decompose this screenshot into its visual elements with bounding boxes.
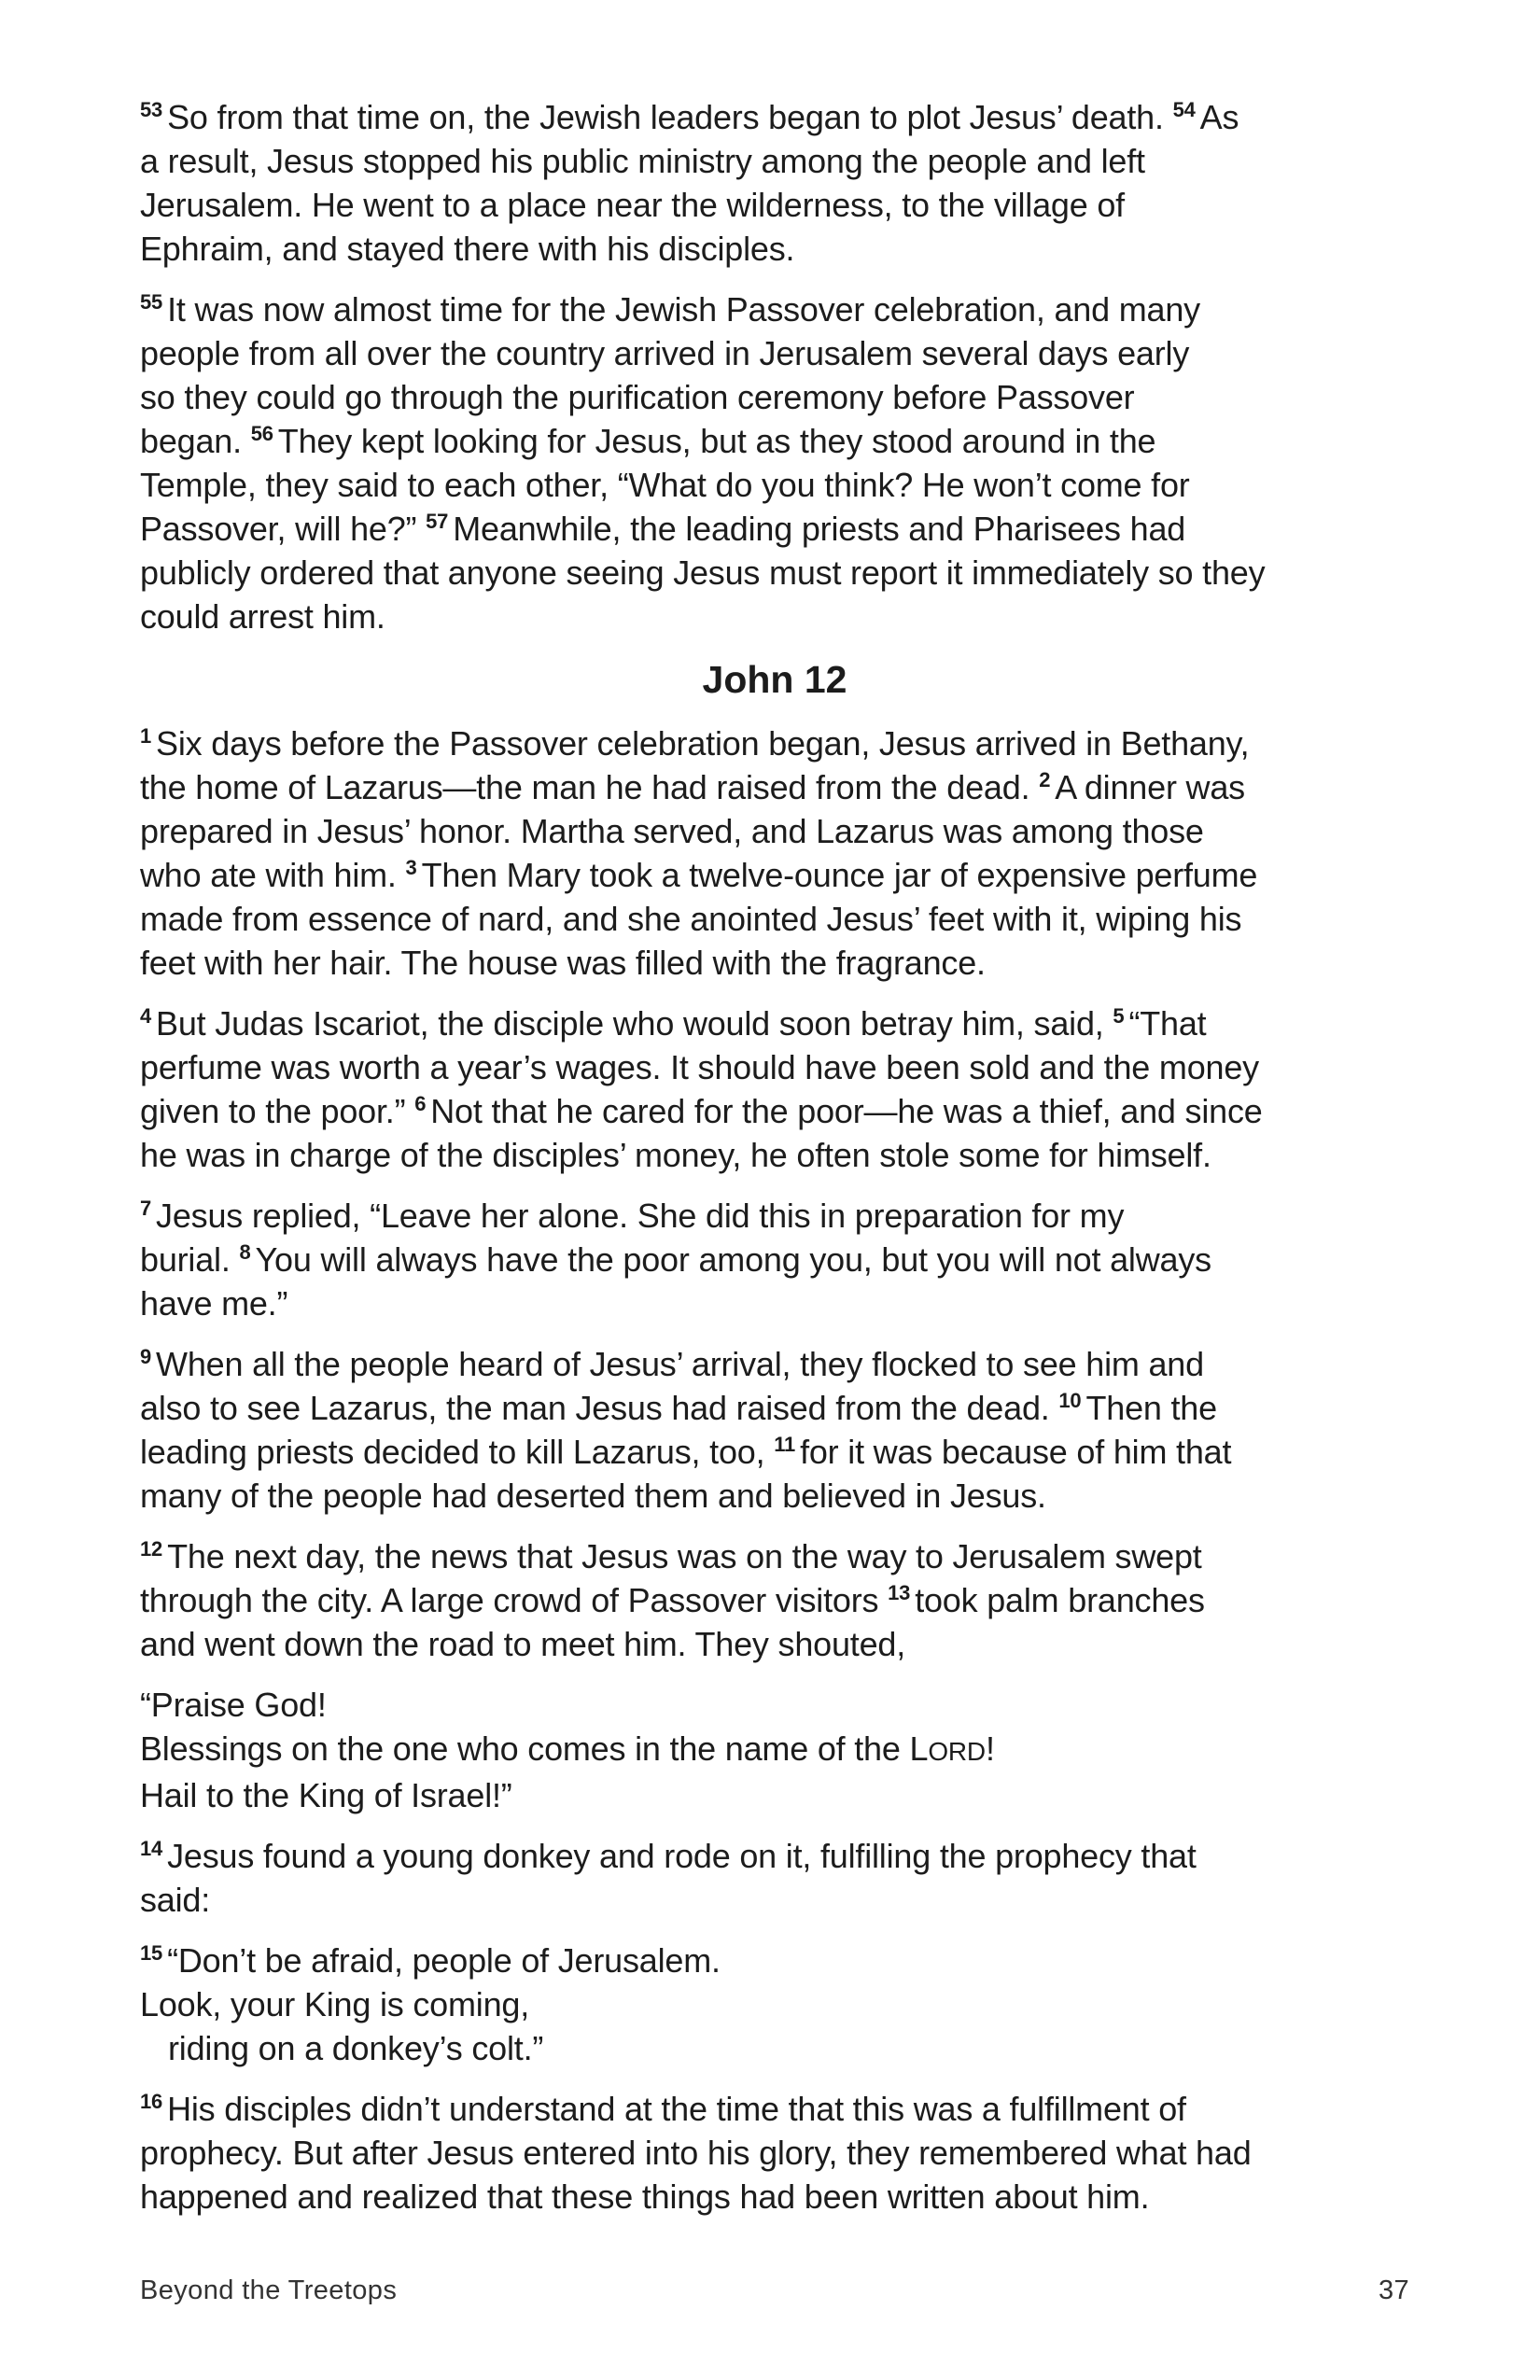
text-line: $^{53}$ So from that time on, the Jewish leaders began to plot Jesus’ death. $^{54}$ As (140, 98, 1239, 136)
scripture-paragraph (140, 287, 1409, 638)
scripture-paragraph (140, 1194, 1409, 1325)
verse-number: 12 (140, 1537, 163, 1561)
scripture-paragraph (140, 1834, 1409, 1922)
verse-number: 57 (426, 510, 449, 533)
verse-number: 54 (1172, 98, 1196, 121)
text-line: so they could go through the purification ceremony before Passover (140, 378, 1135, 416)
text-line: “Praise God! (140, 1686, 327, 1724)
verse-number: 53 (140, 98, 163, 121)
text-line: publicly ordered that anyone seeing Jesus must report it immediately so they (140, 553, 1266, 592)
verse-number: 3 (405, 856, 417, 879)
scripture-paragraph (140, 2087, 1409, 2219)
text-line: happened and realized that these things had been written about him. (140, 2177, 1150, 2216)
text-line: Ephraim, and stayed there with his disciples. (140, 230, 795, 268)
verse-number: 11 (774, 1433, 796, 1456)
text-line: who ate with him. $^3$ Then Mary took a twelve-ounce jar of expensive perfume (140, 856, 1258, 894)
text-line: perfume was worth a year’s wages. It should have been sold and the money (140, 1048, 1259, 1086)
text-line: $^{12}$ The next day, the news that Jesus was on the way to Jerusalem swept (140, 1537, 1202, 1575)
text-line: said: (140, 1881, 211, 1919)
text-line: $^{55}$ It was now almost time for the Jewish Passover celebration, and many (140, 290, 1200, 329)
verse-number: 56 (250, 422, 273, 445)
text-line: people from all over the country arrived in Jerusalem several days early (140, 334, 1190, 372)
verse-number: 13 (888, 1581, 911, 1604)
page-footer (140, 2275, 1409, 2306)
text-line: leading priests decided to kill Lazarus, too, $^{11}$ for it was because of him that (140, 1433, 1232, 1471)
text-line: $^4$ But Judas Iscariot, the disciple who would soon betray him, said, $^5$ “That (140, 1004, 1207, 1043)
text-line: Blessings on the one who comes in the name of the LORD! (140, 1729, 995, 1768)
text-line: $^{15}$ “Don’t be afraid, people of Jerusalem. (140, 1941, 721, 1980)
text-line: burial. $^8$ You will always have the poor among you, but you will not always (140, 1240, 1211, 1279)
text-line: $^{14}$ Jesus found a young donkey and rode on it, fulfilling the prophecy that (140, 1837, 1197, 1875)
verse-number: 14 (140, 1837, 163, 1860)
verse-number: 6 (414, 1092, 427, 1115)
text-line: $^7$ Jesus replied, “Leave her alone. She did this in preparation for my (140, 1197, 1125, 1235)
verse-number: 4 (140, 1004, 152, 1028)
text-line: prophecy. But after Jesus entered into his glory, they remembered what had (140, 2134, 1252, 2172)
text-line: Passover, will he?” $^{57}$ Meanwhile, the leading priests and Pharisees had (140, 510, 1186, 548)
verse-number: 55 (140, 290, 163, 314)
scripture-text (140, 95, 1409, 2235)
scripture-paragraph (140, 721, 1409, 985)
verse-number: 9 (140, 1345, 152, 1368)
verse-number: 15 (140, 1941, 163, 1965)
text-line: could arrest him. (140, 597, 385, 636)
text-line: $^{16}$ His disciples didn’t understand at the time that this was a fulfillment of (140, 2090, 1186, 2128)
verse-number: 8 (239, 1240, 251, 1264)
text-line: made from essence of nard, and she anointed Jesus’ feet with it, wiping his (140, 900, 1242, 938)
verse-number: 7 (140, 1197, 152, 1220)
text-line: the home of Lazarus—the man he had raised from the dead. $^2$ A dinner was (140, 768, 1245, 806)
text-line: many of the people had deserted them and believed in Jesus. (140, 1477, 1046, 1515)
text-line: he was in charge of the disciples’ money, he often stole some for himself. (140, 1136, 1211, 1174)
scripture-paragraph (140, 1342, 1409, 1518)
poetry-block (140, 1683, 1409, 1817)
text-line: Hail to the King of Israel!” (140, 1776, 512, 1814)
poetry-block (140, 1939, 1409, 2070)
verse-number: 10 (1058, 1389, 1082, 1412)
text-line: riding on a donkey’s colt.” (168, 2029, 544, 2067)
text-line: feet with her hair. The house was filled with the fragrance. (140, 944, 986, 982)
verse-number: 2 (1039, 768, 1051, 791)
text-line: $^9$ When all the people heard of Jesus’ arrival, they flocked to see him and (140, 1345, 1204, 1383)
footer-book-title: Beyond the Treetops (140, 2275, 398, 2305)
text-line: a result, Jesus stopped his public ministry among the people and left (140, 142, 1145, 180)
text-line: Jerusalem. He went to a place near the wilderness, to the village of (140, 186, 1125, 224)
scripture-paragraph (140, 1001, 1409, 1177)
text-line: Look, your King is coming, (140, 1985, 530, 2023)
scripture-paragraph (140, 95, 1409, 271)
verse-number: 1 (140, 724, 152, 748)
text-line: Temple, they said to each other, “What do you think? He won’t come for (140, 466, 1190, 504)
text-line: prepared in Jesus’ honor. Martha served, and Lazarus was among those (140, 812, 1204, 850)
text-line: also to see Lazarus, the man Jesus had raised from the dead. $^{10}$ Then the (140, 1389, 1217, 1427)
text-line: through the city. A large crowd of Passover visitors $^{13}$ took palm branches (140, 1581, 1205, 1619)
chapter-heading: John 12 (702, 658, 847, 701)
text-line: given to the poor.” $^6$ Not that he cared for the poor—he was a thief, and since (140, 1092, 1263, 1130)
verse-number: 16 (140, 2090, 163, 2113)
footer-page-number: 37 (1378, 2275, 1409, 2305)
text-line: $^1$ Six days before the Passover celebration began, Jesus arrived in Bethany, (140, 724, 1250, 763)
text-line: and went down the road to meet him. They shouted, (140, 1625, 906, 1663)
text-line: have me.” (140, 1284, 288, 1323)
small-caps-lord: ORD (928, 1737, 986, 1766)
verse-number: 5 (1113, 1004, 1125, 1028)
scripture-paragraph (140, 1534, 1409, 1666)
text-line: began. $^{56}$ They kept looking for Jesus, but as they stood around in the (140, 422, 1156, 460)
